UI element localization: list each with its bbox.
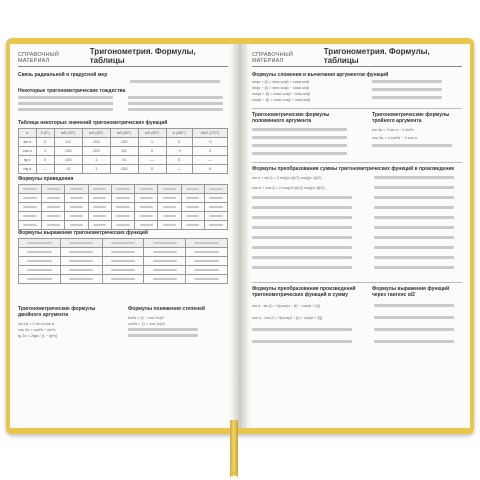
formula-placeholder xyxy=(374,340,454,344)
formula: sin 2α = 2 sin α cos α xyxy=(18,322,55,326)
table-cell xyxy=(65,185,88,194)
table-cell xyxy=(144,266,186,275)
table-cell xyxy=(158,212,181,221)
cell-placeholder xyxy=(209,197,222,199)
formula-placeholder xyxy=(252,246,352,250)
formula: cos(α − β) = cosα cosβ + sinα sinβ xyxy=(252,98,311,102)
section-title: Таблица некоторых значений тригонометрических функций xyxy=(18,120,168,126)
table-row xyxy=(19,212,228,221)
formula-placeholder xyxy=(374,176,454,180)
table-cell xyxy=(102,248,144,257)
formula-placeholder xyxy=(252,216,352,220)
cell-placeholder xyxy=(70,224,83,226)
cell-placeholder xyxy=(69,242,93,244)
bookmark-ribbon-tip xyxy=(230,472,238,478)
section-title: Тригонометрические формулы половинного аргумента xyxy=(252,112,330,124)
cell-placeholder xyxy=(186,197,199,199)
cell-placeholder xyxy=(116,197,129,199)
reduction-table xyxy=(18,184,228,230)
table-cell: π/6 (30°) xyxy=(54,129,82,138)
formula-placeholder xyxy=(128,108,223,112)
formula-placeholder xyxy=(374,196,454,200)
table-cell: 0 xyxy=(36,138,54,147)
table-cell: 1 xyxy=(82,165,110,174)
cell-placeholder xyxy=(153,269,177,271)
cell-placeholder xyxy=(23,224,36,226)
cell-placeholder xyxy=(140,224,153,226)
formula: cos α · cos β = ½(cos(α − β) + cos(α + β)) xyxy=(252,316,323,320)
table-cell xyxy=(181,212,204,221)
table-cell xyxy=(158,221,181,230)
table-cell: 0 xyxy=(166,138,192,147)
cell-placeholder xyxy=(194,269,218,271)
expression-table xyxy=(18,238,228,284)
table-row xyxy=(19,221,228,230)
formula-placeholder xyxy=(18,108,113,112)
formula-placeholder xyxy=(374,328,454,332)
table-cell: √3 xyxy=(54,165,82,174)
section-title: Некоторые тригонометрические тождества xyxy=(18,88,126,94)
table-cell xyxy=(204,194,227,203)
table-cell: sin α xyxy=(19,138,37,147)
table-cell xyxy=(42,185,65,194)
table-cell: — xyxy=(192,156,227,165)
formula-placeholder xyxy=(128,102,223,106)
cell-placeholder xyxy=(153,278,177,280)
table-cell xyxy=(42,212,65,221)
cell-placeholder xyxy=(194,260,218,262)
cell-placeholder xyxy=(70,188,83,190)
table-cell xyxy=(158,185,181,194)
cell-placeholder xyxy=(209,188,222,190)
table-cell: ctg α xyxy=(19,165,37,174)
table-cell: 3π/2 (270°) xyxy=(192,129,227,138)
table-cell: 0 xyxy=(36,156,54,165)
table-cell xyxy=(88,194,111,203)
table-cell xyxy=(65,212,88,221)
table-cell: 0 xyxy=(192,147,227,156)
cell-placeholder xyxy=(186,215,199,217)
formula: cos²α = (1 + cos 2α)/2 xyxy=(128,322,166,326)
left-page-title: Тригонометрия. Формулы, таблицы xyxy=(89,47,196,65)
table-cell xyxy=(144,248,186,257)
table-row xyxy=(19,257,228,266)
table-row xyxy=(19,248,228,257)
cell-placeholder xyxy=(93,215,106,217)
table-cell: √3/3 xyxy=(110,165,138,174)
cell-placeholder xyxy=(93,224,106,226)
section-title: Формулы выражения функций через тангенс α/2 xyxy=(372,286,450,298)
cell-placeholder xyxy=(47,197,60,199)
formula-placeholder xyxy=(252,256,352,260)
table-cell xyxy=(19,221,42,230)
table-cell: √2/2 xyxy=(82,147,110,156)
formula-placeholder xyxy=(128,96,223,100)
bookmark-ribbon[interactable] xyxy=(230,420,238,476)
table-cell: — xyxy=(166,165,192,174)
cell-placeholder xyxy=(47,224,60,226)
section-title: Формулы преобразования произведений тригонометрических функций в сумму xyxy=(252,286,356,298)
table-cell xyxy=(19,194,42,203)
divider xyxy=(252,282,462,283)
cell-placeholder xyxy=(116,215,129,217)
table-cell xyxy=(186,275,228,284)
table-row xyxy=(19,156,228,165)
cell-placeholder xyxy=(116,224,129,226)
table-cell: √3 xyxy=(110,156,138,165)
formula-placeholder xyxy=(252,128,347,132)
table-cell xyxy=(144,257,186,266)
table-cell: — xyxy=(36,165,54,174)
cell-placeholder xyxy=(116,188,129,190)
cell-placeholder xyxy=(186,206,199,208)
formula-placeholder xyxy=(372,80,442,84)
section-title: Формулы выражения тригонометрических функций xyxy=(18,230,148,236)
formula-placeholder xyxy=(252,236,352,240)
formula: sin α + sin β = 2 sin((α+β)/2) cos((α−β)/2) xyxy=(252,176,322,180)
table-cell xyxy=(19,239,61,248)
cell-placeholder xyxy=(23,206,36,208)
table-cell xyxy=(135,194,158,203)
table-cell xyxy=(204,185,227,194)
formula-placeholder xyxy=(374,304,454,308)
table-cell xyxy=(88,221,111,230)
formula-placeholder xyxy=(252,152,347,156)
table-cell: 1/2 xyxy=(54,138,82,147)
table-cell xyxy=(186,257,228,266)
table-cell xyxy=(65,203,88,212)
cell-placeholder xyxy=(140,188,153,190)
table-cell: 1 xyxy=(36,147,54,156)
cell-placeholder xyxy=(163,197,176,199)
formula-placeholder xyxy=(372,144,452,148)
table-cell xyxy=(19,212,42,221)
formula: cos(α + β) = cosα cosβ − sinα sinβ xyxy=(252,92,311,96)
formula: sin(α + β) = sinα cosβ + cosα sinβ xyxy=(252,80,310,84)
table-row xyxy=(19,129,228,138)
formula-placeholder xyxy=(372,96,442,100)
formula-placeholder xyxy=(130,80,220,84)
table-cell xyxy=(60,257,102,266)
table-cell: 1 xyxy=(82,156,110,165)
formula-placeholder xyxy=(128,334,198,338)
table-cell: π/3 (60°) xyxy=(110,129,138,138)
formula-placeholder xyxy=(252,196,352,200)
cell-placeholder xyxy=(194,278,218,280)
table-cell: 0 xyxy=(138,147,166,156)
values-table xyxy=(18,128,228,174)
table-cell xyxy=(135,203,158,212)
formula-placeholder xyxy=(252,144,347,148)
table-cell xyxy=(186,266,228,275)
divider xyxy=(252,108,462,109)
table-cell xyxy=(102,275,144,284)
table-cell xyxy=(111,185,134,194)
formula-placeholder xyxy=(252,206,352,210)
table-row xyxy=(19,147,228,156)
table-cell xyxy=(65,194,88,203)
section-title: Тригонометрические формулы тройного аргумента xyxy=(372,112,450,124)
table-cell xyxy=(135,221,158,230)
table-row xyxy=(19,138,228,147)
table-cell xyxy=(102,266,144,275)
table-cell xyxy=(144,275,186,284)
table-cell: √3/2 xyxy=(110,138,138,147)
cell-placeholder xyxy=(163,215,176,217)
table-cell xyxy=(204,221,227,230)
table-cell: −1 xyxy=(166,147,192,156)
table-cell: π/4 (45°) xyxy=(82,129,110,138)
cell-placeholder xyxy=(69,278,93,280)
table-cell: −1 xyxy=(192,138,227,147)
cell-placeholder xyxy=(70,206,83,208)
left-page xyxy=(10,44,236,428)
formula-placeholder xyxy=(252,226,352,230)
cell-placeholder xyxy=(209,215,222,217)
table-cell xyxy=(111,194,134,203)
table-cell xyxy=(158,203,181,212)
section-title: Формулы понижения степеней xyxy=(128,306,206,312)
table-cell: √3/3 xyxy=(54,156,82,165)
section-title: Тригонометрические формулы двойного аргумента xyxy=(18,306,96,318)
table-cell xyxy=(60,266,102,275)
cell-placeholder xyxy=(163,224,176,226)
section-title: Формулы приведения xyxy=(18,176,74,182)
table-cell xyxy=(186,248,228,257)
table-cell xyxy=(102,239,144,248)
table-row xyxy=(19,239,228,248)
table-cell: 0 xyxy=(166,156,192,165)
table-cell: √2/2 xyxy=(82,138,110,147)
cell-placeholder xyxy=(93,197,106,199)
formula-placeholder xyxy=(374,236,454,240)
formula: cos 3α = 4 cos³α − 3 cos α xyxy=(372,136,417,140)
cell-placeholder xyxy=(27,278,51,280)
formula-placeholder xyxy=(372,88,442,92)
table-cell xyxy=(204,203,227,212)
formula-placeholder xyxy=(374,256,454,260)
table-cell xyxy=(144,239,186,248)
table-cell xyxy=(42,221,65,230)
cell-placeholder xyxy=(70,197,83,199)
book-gutter xyxy=(236,44,244,428)
table-cell: cos α xyxy=(19,147,37,156)
table-cell xyxy=(88,212,111,221)
cell-placeholder xyxy=(23,188,36,190)
cell-placeholder xyxy=(27,251,51,253)
table-cell xyxy=(158,194,181,203)
formula-placeholder xyxy=(374,206,454,210)
table-cell xyxy=(19,203,42,212)
cell-placeholder xyxy=(93,188,106,190)
formula-placeholder xyxy=(252,266,352,270)
table-cell xyxy=(60,275,102,284)
table-cell xyxy=(19,185,42,194)
section-title: Формулы сложения и вычитания аргументов функций xyxy=(252,72,389,78)
formula-placeholder xyxy=(128,328,198,332)
cell-placeholder xyxy=(47,215,60,217)
table-row xyxy=(19,275,228,284)
cell-placeholder xyxy=(23,197,36,199)
right-page-title: Тригонометрия. Формулы, таблицы xyxy=(323,47,430,65)
table-cell xyxy=(60,248,102,257)
cell-placeholder xyxy=(111,269,135,271)
cell-placeholder xyxy=(93,206,106,208)
formula: sin(α − β) = sinα cosβ − cosα sinβ xyxy=(252,86,310,90)
table-row xyxy=(19,203,228,212)
cell-placeholder xyxy=(23,215,36,217)
formula: tg 2α = 2tgα / (1 − tg²α) xyxy=(18,334,58,338)
table-cell xyxy=(181,221,204,230)
table-cell xyxy=(111,221,134,230)
cell-placeholder xyxy=(27,260,51,262)
table-cell xyxy=(19,257,61,266)
formula: sin²α = (1 − cos 2α)/2 xyxy=(128,316,165,320)
cell-placeholder xyxy=(111,260,135,262)
cell-placeholder xyxy=(69,260,93,262)
table-cell: √3/2 xyxy=(54,147,82,156)
table-cell xyxy=(181,194,204,203)
cell-placeholder xyxy=(69,251,93,253)
formula: cos α + cos β = 2 cos((α+β)/2) cos((α−β)/2) xyxy=(252,186,325,190)
table-cell xyxy=(19,248,61,257)
table-cell: 1 xyxy=(138,138,166,147)
cell-placeholder xyxy=(111,242,135,244)
section-title: Связь радиальной и градусной мер xyxy=(18,72,108,78)
formula-placeholder xyxy=(18,96,113,100)
cell-placeholder xyxy=(140,215,153,217)
cell-placeholder xyxy=(163,206,176,208)
table-cell xyxy=(19,275,61,284)
table-cell xyxy=(111,203,134,212)
table-cell: π/2 (90°) xyxy=(138,129,166,138)
table-cell xyxy=(135,212,158,221)
table-row xyxy=(19,194,228,203)
table-cell xyxy=(88,185,111,194)
left-page-header xyxy=(18,47,228,67)
cell-placeholder xyxy=(140,197,153,199)
formula-placeholder xyxy=(374,186,454,190)
formula-placeholder xyxy=(18,102,113,106)
table-cell xyxy=(19,266,61,275)
table-cell: 0 (0°) xyxy=(36,129,54,138)
table-cell xyxy=(88,203,111,212)
cell-placeholder xyxy=(153,260,177,262)
right-page xyxy=(244,44,470,428)
cell-placeholder xyxy=(140,206,153,208)
table-row xyxy=(19,266,228,275)
table-cell: 1/2 xyxy=(110,147,138,156)
cell-placeholder xyxy=(111,278,135,280)
divider xyxy=(252,162,462,163)
cell-placeholder xyxy=(209,206,222,208)
cell-placeholder xyxy=(209,224,222,226)
table-cell: — xyxy=(138,156,166,165)
cell-placeholder xyxy=(27,242,51,244)
cell-placeholder xyxy=(153,251,177,253)
cell-placeholder xyxy=(27,269,51,271)
table-cell: α xyxy=(19,129,37,138)
table-row xyxy=(19,185,228,194)
cell-placeholder xyxy=(47,206,60,208)
formula-placeholder xyxy=(252,328,352,332)
formula-placeholder xyxy=(252,340,352,344)
table-cell xyxy=(181,203,204,212)
table-cell: π (180°) xyxy=(166,129,192,138)
cell-placeholder xyxy=(186,188,199,190)
cell-placeholder xyxy=(116,206,129,208)
table-cell xyxy=(186,239,228,248)
table-cell xyxy=(42,203,65,212)
formula-placeholder xyxy=(374,316,454,320)
table-cell: 0 xyxy=(192,165,227,174)
cell-placeholder xyxy=(111,251,135,253)
table-cell xyxy=(111,212,134,221)
left-header-ref: СПРАВОЧНЫЙ МАТЕРИАЛ xyxy=(18,52,59,64)
right-page-header xyxy=(252,47,462,67)
right-header-ref: СПРАВОЧНЫЙ МАТЕРИАЛ xyxy=(252,52,293,64)
formula-placeholder xyxy=(252,136,347,140)
cell-placeholder xyxy=(194,242,218,244)
formula-placeholder xyxy=(374,226,454,230)
formula: sin 3α = 3 sin α − 4 sin³α xyxy=(372,128,414,132)
cell-placeholder xyxy=(163,188,176,190)
formula-placeholder xyxy=(374,246,454,250)
table-cell xyxy=(135,185,158,194)
table-row xyxy=(19,165,228,174)
table-cell xyxy=(65,221,88,230)
table-cell xyxy=(204,212,227,221)
cell-placeholder xyxy=(186,224,199,226)
cell-placeholder xyxy=(47,188,60,190)
cell-placeholder xyxy=(70,215,83,217)
formula: sin α · sin β = ½(cos(α − β) − cos(α + β)) xyxy=(252,304,321,308)
cell-placeholder xyxy=(153,242,177,244)
table-cell xyxy=(181,185,204,194)
cell-placeholder xyxy=(194,251,218,253)
table-cell: 0 xyxy=(138,165,166,174)
formula-placeholder xyxy=(374,266,454,270)
table-cell: tg α xyxy=(19,156,37,165)
formula: cos 2α = cos²α − sin²α xyxy=(18,328,56,332)
cell-placeholder xyxy=(69,269,93,271)
table-cell xyxy=(60,239,102,248)
table-cell xyxy=(102,257,144,266)
formula-placeholder xyxy=(374,216,454,220)
table-cell xyxy=(42,194,65,203)
section-title: Формулы преобразования суммы тригонометрических функций в произведение xyxy=(252,166,455,172)
